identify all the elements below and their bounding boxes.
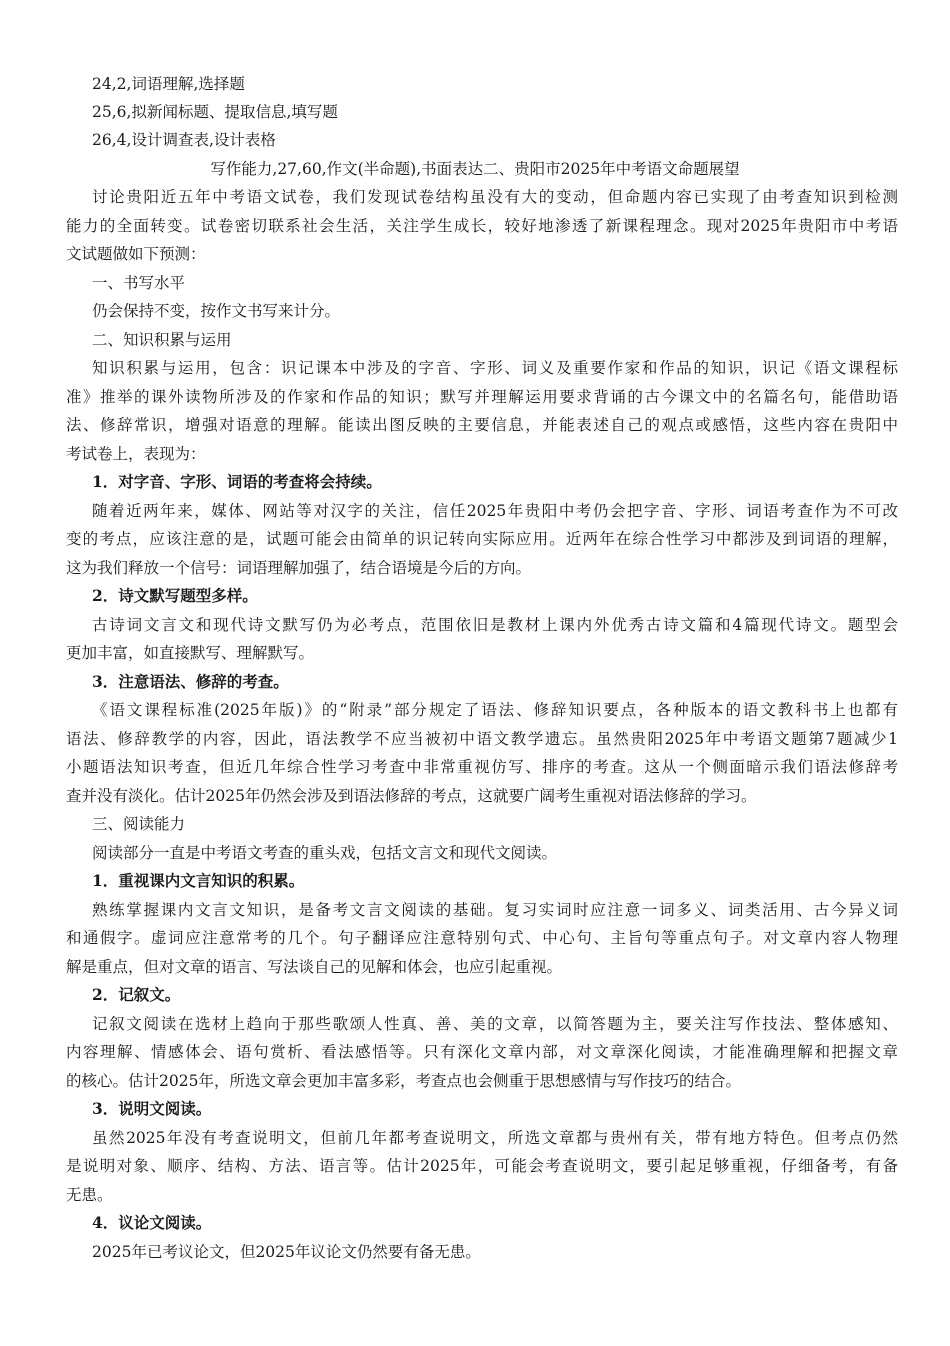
paragraph-line: 熟练掌握课内文言文知识，是备考文言文阅读的基础。复习实词时应注意一词多义、词类活用、古今异义词	[92, 901, 898, 919]
section-heading: 二、知识积累与运用	[92, 331, 232, 349]
subheading: 3．注意语法、修辞的考查。	[92, 672, 289, 691]
table-row-item-25: 25,6,拟新闻标题、提取信息,填写题	[92, 103, 338, 121]
paragraph-line: 是说明对象、顺序、结构、方法、语言等。估计2025年，可能会考查说明文，要引起足够重视，仔细备考，有备	[66, 1157, 898, 1175]
section-heading: 三、阅读能力	[92, 815, 186, 833]
paragraph-line: 更加丰富，如直接默写、理解默写。	[66, 644, 315, 662]
paragraph-line: 随着近两年来，媒体、网站等对汉字的关注，信任2025年贵阳中考仍会把字音、字形、词语考查作为不可改	[92, 502, 898, 520]
paragraph-line: 虽然2025年没有考查说明文，但前几年都考查说明文，所选文章都与贵州有关，带有地方特色。但考点仍然	[92, 1129, 898, 1147]
paragraph-line: 语法、修辞教学的内容，因此，语法教学不应当被初中语文教学遗忘。虽然贵阳2025年中考语文题第7题减少1	[66, 730, 898, 748]
paragraph-line: 准》推举的课外读物所涉及的作家和作品的知识；默写并理解运用要求背诵的古今课文中的名篇名句，能借助语	[66, 388, 898, 406]
paragraph-line: 的核心。估计2025年，所选文章会更加丰富多彩，考查点也会侧重于思想感情与写作技巧的结合。	[66, 1072, 741, 1090]
paragraph-line: 变的考点，应该注意的是，试题可能会由简单的识记转向实际应用。近两年在综合性学习中都涉及到词语的理解，	[66, 530, 898, 548]
subheading: 2．诗文默写题型多样。	[92, 586, 258, 605]
paragraph-line: 解是重点，但对文章的语言、写法谈自己的见解和体会，也应引起重视。	[66, 958, 563, 976]
paragraph-line: 内容理解、情感体会、语句赏析、看法感悟等。只有深化文章内部，对文章深化阅读，才能准确理解和把握文章	[66, 1043, 898, 1061]
paragraph-line: 考试卷上，表现为：	[66, 445, 206, 463]
paragraph-line: 知识积累与运用，包含：识记课本中涉及的字音、字形、词义及重要作家和作品的知识，识记《语文课程标	[92, 359, 898, 377]
paragraph-line: 查并没有淡化。估计2025年仍然会涉及到语法修辞的考点，这就要广阔考生重视对语法修辞的学习。	[66, 787, 757, 805]
paragraph-line: 阅读部分一直是中考语文考查的重头戏，包括文言文和现代文阅读。	[92, 844, 558, 862]
paragraph-line: 法、修辞常识，增强对语意的理解。能读出图反映的主要信息，并能表述自己的观点或感悟，这些内容在贵阳中	[66, 416, 898, 434]
table-row-item-24: 24,2,词语理解,选择题	[92, 75, 245, 93]
paragraph-line: 《语文课程标准(2025年版)》的“附录”部分规定了语法、修辞知识要点，各种版本的语文教科书上也都有	[92, 701, 898, 719]
paragraph-line: 古诗词文言文和现代诗文默写仍为必考点，范围依旧是教材上课内外优秀古诗文篇和4篇现代诗文。题型会	[92, 616, 898, 634]
paragraph-line: 小题语法知识考查，但近几年综合性学习考查中非常重视仿写、排序的考查。这从一个侧面暗示我们语法修辞考	[66, 758, 898, 776]
table-row-item-26: 26,4,设计调查表,设计表格	[92, 131, 276, 149]
subheading: 1．对字音、字形、词语的考查将会持续。	[92, 472, 382, 491]
paragraph-line: 这为我们释放一个信号：词语理解加强了，结合语境是今后的方向。	[66, 559, 532, 577]
subheading: 2．记叙文。	[92, 985, 181, 1004]
paragraph-line: 记叙文阅读在选材上趋向于那些歌颂人性真、善、美的文章，以简答题为主，要关注写作技法、整体感知、	[92, 1015, 898, 1033]
section-heading-writing-outlook: 写作能力,27,60,作文(半命题),书面表达二、贵阳市2025年中考语文命题展望	[210, 160, 740, 178]
section-heading: 一、书写水平	[92, 274, 186, 292]
subheading: 1．重视课内文言知识的积累。	[92, 871, 305, 890]
paragraph-line: 讨论贵阳近五年中考语文试卷，我们发现试卷结构虽没有大的变动，但命题内容已实现了由考查知识到检测	[92, 188, 898, 206]
paragraph-line: 能力的全面转变。试卷密切联系社会生活，关注学生成长，较好地渗透了新课程理念。现对2025年贵阳市中考语	[66, 217, 898, 235]
paragraph-line: 无患。	[66, 1186, 113, 1204]
subheading: 3．说明文阅读。	[92, 1099, 212, 1118]
paragraph-line: 2025年已考议论文，但2025年议论文仍然要有备无患。	[92, 1243, 481, 1261]
paragraph-line: 和通假字。虚词应注意常考的几个。句子翻译应注意特别句式、中心句、主旨句等重点句子。对文章内容人物理	[66, 929, 898, 947]
paragraph-line: 文试题做如下预测：	[66, 245, 206, 263]
paragraph-line: 仍会保持不变，按作文书写来计分。	[92, 302, 341, 320]
subheading: 4．议论文阅读。	[92, 1213, 212, 1232]
